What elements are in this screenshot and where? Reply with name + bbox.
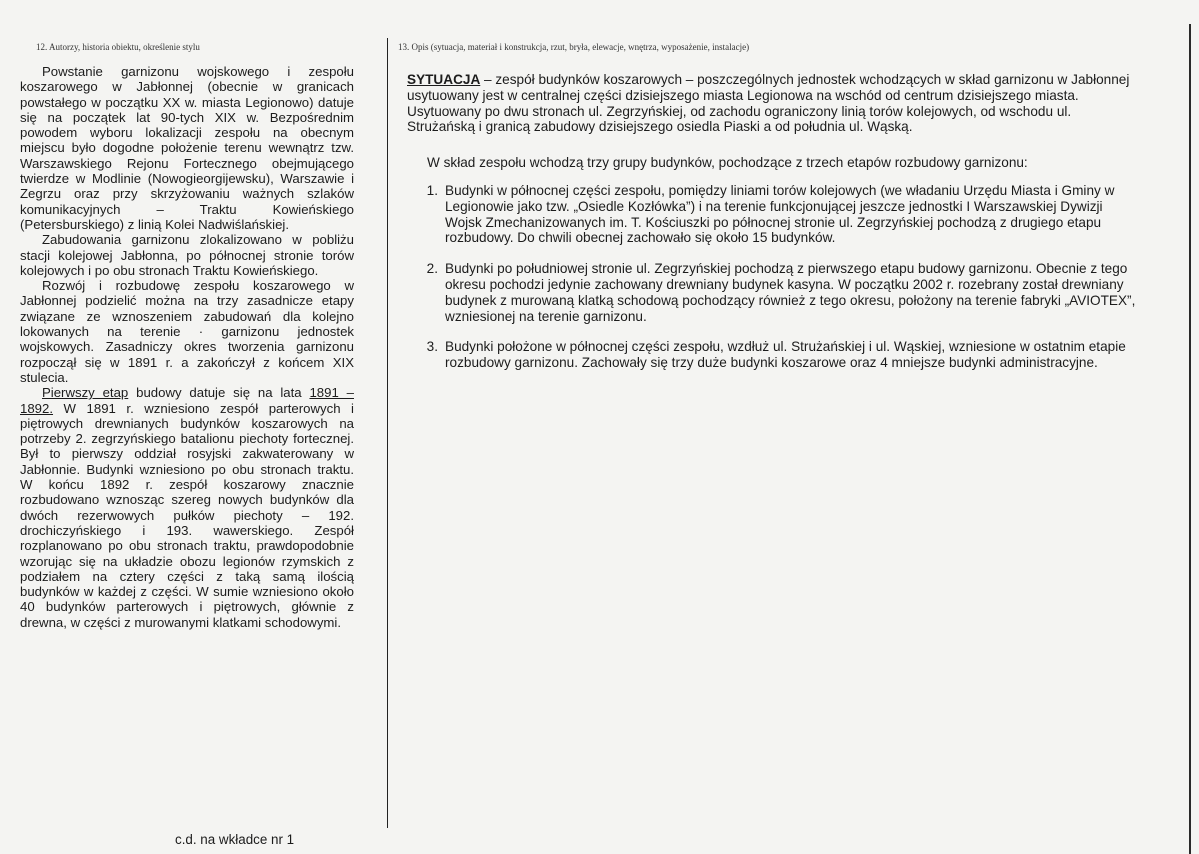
- groups-intro: W skład zespołu wchodzą trzy grupy budynków, pochodzące z trzech etapów rozbudowy garnizonu:: [427, 155, 1028, 171]
- list-item-text: Budynki położone w północnej części zespołu, wzdłuż ul. Strużańskiej i ul. Wąskiej, wzniesione w ostatnim etapie rozbudowy garnizonu. Zachowały się trzy duże budynki koszarowe oraz 4 mniejsze budynki administracyjne.: [445, 339, 1126, 371]
- history-paragraph-1: Powstanie garnizonu wojskowego i zespołu koszarowego w Jabłonnej (obecnie w granicach powstałego w początku XX w. miasta Legionowo) datuje się na początek lat 90-tych XIX w. Bezpośrednim powodem wyboru lokalizacji zespołu na obecnym miejscu było dogodne położenie terenu wewnątrz tzw. Warszawskiego Rejonu Fortecznego obejmującego twierdze w Modlinie (Nowogieorgijewsku), Warszawie i Zegrzu oraz przy skrzyżowaniu ważnych szlaków komunikacyjnych – Traktu Kowieńskiego (Petersburskiego) z linią Kolei Nadwiślańskiej.: [20, 64, 354, 232]
- first-stage-text: W 1891 r. wzniesiono zespół parterowych i piętrowych drewnianych budynków koszarowych na potrzeby 2. zegrzyńskiego batalionu piechoty fortecznej. Był to pierwszy oddział rosyjski zakwaterowany w Jabłonnie. Budynki wzniesiono po obu stronach traktu. W końcu 1892 r. zespół koszarowy znacznie rozbudowano wznosząc szereg nowych budynków dla dwóch rezerwowych pułków piechoty – 192. drochiczyńskiego i 193. wawerskiego. Zespół rozplanowano po obu stronach traktu, prawdopodobnie wzorując się na układzie obozu legionów rzymskich z podziałem na cztery części z taką samą ilością budynków w każdej z części. W sumie wzniesiono około 40 budynków parterowych i piętrowych, głównie z drewna, w części z murowanymi klatkami schodowymi.: [20, 400, 354, 630]
- history-paragraph-2: Zabudowania garnizonu zlokalizowano w pobliżu stacji kolejowej Jabłonna, po północnej stronie torów kolejowych i po obu stronach Traktu Kowieńskiego.: [20, 232, 354, 278]
- page-border-right: [1189, 24, 1191, 854]
- first-stage-mid: budowy datuje się na lata: [128, 385, 310, 401]
- list-item-text: Budynki po południowej stronie ul. Zegrzyńskiej pochodzą z pierwszego etapu budowy garnizonu. Obecnie z tego okresu pochodzi jedynie zachowany drewniany budynek kasyna. W początku 2002 r. rozebrany został drewniany budynek z murowaną klatką schodową pochodzący również z tego okresu, położony na terenie fabryki „AVIOTEX”, wzniesionej na terenie garnizonu.: [445, 261, 1136, 324]
- list-item-number: 1.: [426, 182, 438, 198]
- first-stage-years: 1891 – 1892.: [20, 385, 354, 416]
- section-12-header: 12. Autorzy, historia obiektu, określenie stylu: [36, 42, 200, 52]
- first-stage-label: Pierwszy etap: [42, 385, 129, 401]
- column-divider: [387, 38, 388, 828]
- building-groups-list: [407, 183, 1137, 371]
- continuation-note: c.d. na wkładce nr 1: [175, 832, 295, 847]
- situation-text: – zespół budynków koszarowych – poszczególnych jednostek wchodzących w skład garnizonu w Jabłonnej usytuowany jest w centralnej części dzisiejszego miasta Legionowa na wschód od centrum dzisiejszego miasta. Usytuowany po dwu stronach ul. Zegrzyńskiej, od zachodu ograniczony linią torów kolejowych, od wschodu ul. Strużańską i granicą zabudowy dzisiejszego osiedla Piaski a od południa ul. Wąską.: [407, 72, 1130, 135]
- list-item: [407, 261, 1137, 324]
- list-item: [407, 339, 1137, 371]
- description-column: [407, 72, 1137, 386]
- history-column: [20, 64, 354, 630]
- history-paragraph-4: [20, 385, 354, 630]
- list-item-text: Budynki w północnej części zespołu, pomiędzy liniami torów kolejowych (we władaniu Urzędu Miasta i Gminy w Legionowie jako tzw. „Osiedle Kozłówka”) i na terenie funkcjonującej jeszcze jednostki I Warszawskiej Dywizji Wojsk Zmechanizowanych im. T. Kościuszki po północnej stronie ul. Zegrzyńskiej pochodzą z drugiego etapu rozbudowy. Do chwili obecnej zachowało się około 15 budynków.: [445, 182, 1115, 246]
- list-item-number: 3.: [426, 339, 438, 355]
- history-paragraph-3: Rozwój i rozbudowę zespołu koszarowego w Jabłonnej podzielić można na trzy zasadnicze etapy związane ze wznoszeniem zabudowań dla kolejno lokowanych na terenie · garnizonu jednostek wojskowych. Zasadniczy okres tworzenia garnizonu rozpoczął się w 1891 r. a zakończył z końcem XIX stulecia.: [20, 278, 354, 385]
- section-13-header: 13. Opis (sytuacja, materiał i konstrukcja, rzut, bryła, elewacje, wnętrza, wyposażenie, instalacje): [398, 42, 750, 52]
- situation-title: SYTUACJA: [407, 72, 481, 87]
- list-item: [407, 183, 1137, 246]
- situation-paragraph: [407, 72, 1137, 135]
- list-item-number: 2.: [426, 261, 438, 277]
